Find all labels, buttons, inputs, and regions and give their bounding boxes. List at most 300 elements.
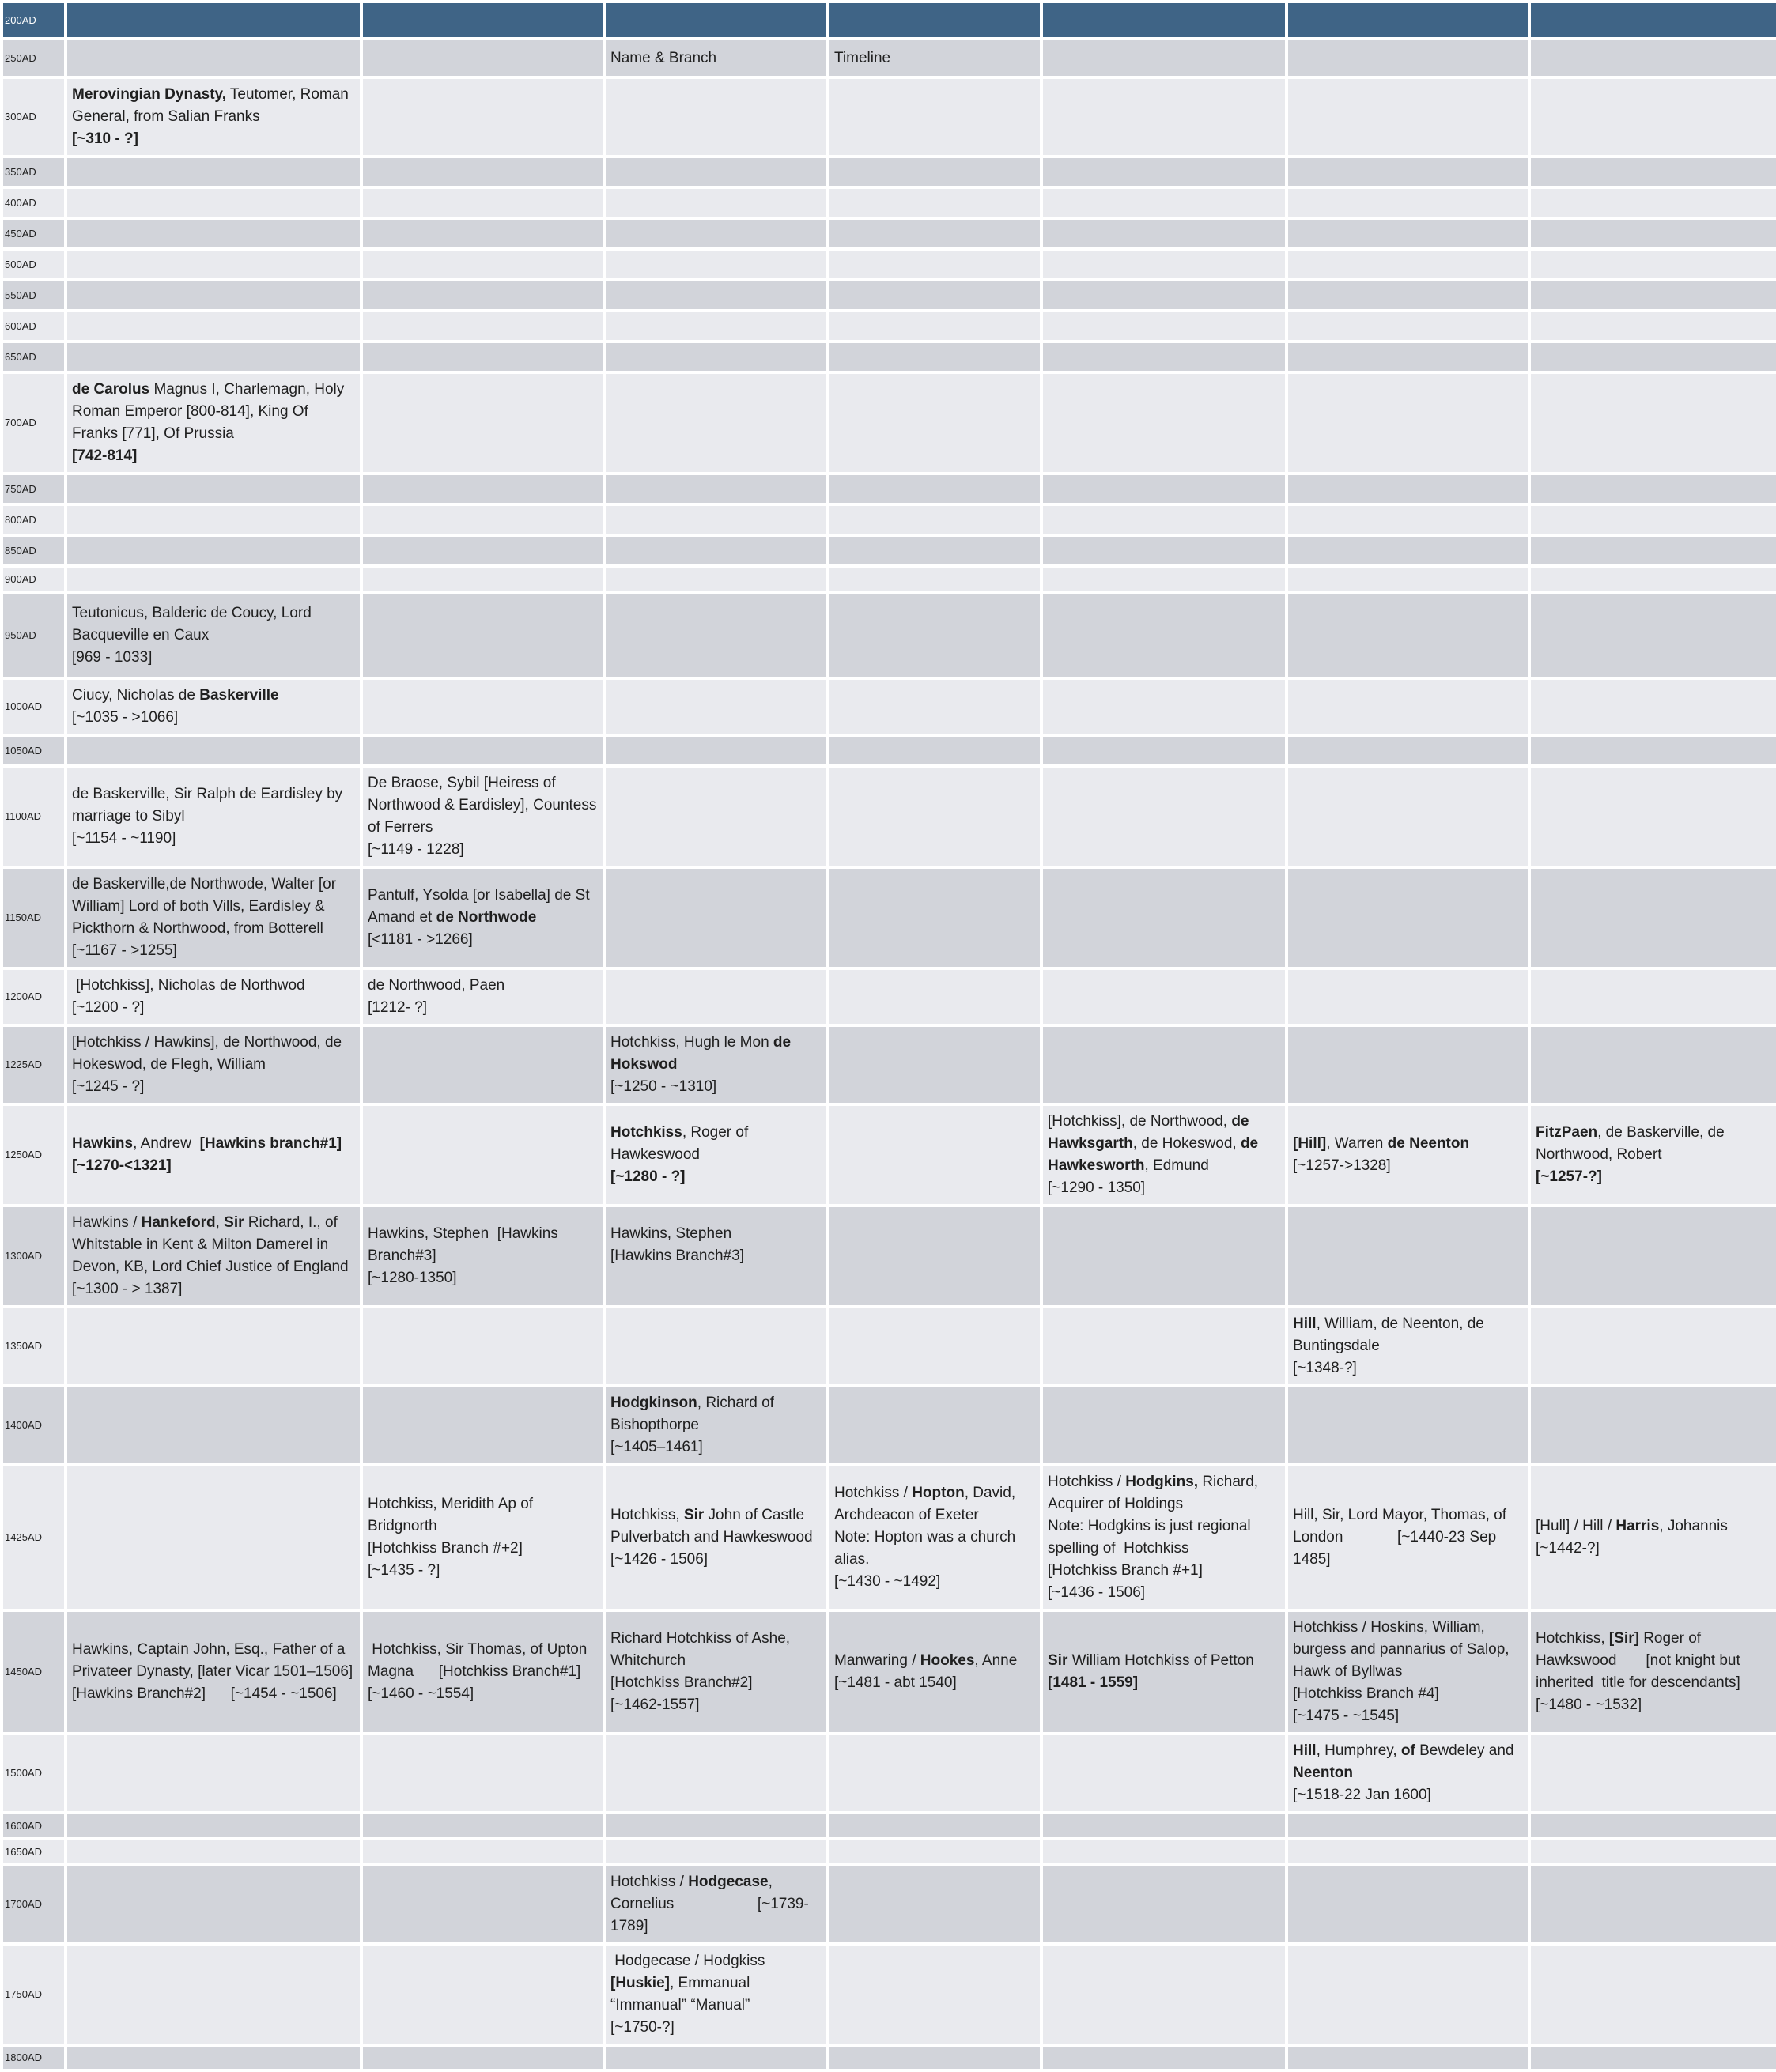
- entry-cell: [604, 1206, 828, 1307]
- entry-cell: [604, 1025, 828, 1104]
- timeline-row: [2, 280, 1776, 311]
- entry-cell: [828, 157, 1041, 187]
- entry-cell: [66, 218, 361, 249]
- entry-cell: [828, 218, 1041, 249]
- entry-cell: [604, 474, 828, 504]
- entry-cell: [1041, 311, 1287, 342]
- entry-cell: [1529, 1104, 1776, 1206]
- year-label: 1400AD: [2, 1386, 66, 1465]
- timeline-row: [2, 1610, 1776, 1734]
- entry-text: Bewdeley and: [1415, 1742, 1518, 1759]
- entry-cell: [361, 1813, 604, 1839]
- entry-cell: [828, 311, 1041, 342]
- entry-cell: [828, 1610, 1041, 1734]
- entry-cell: [1041, 39, 1287, 77]
- entry-cell: [1041, 187, 1287, 218]
- entry-text: Manwaring /: [834, 1652, 920, 1669]
- entry-cell: [1041, 77, 1287, 157]
- entry-text: Timeline: [834, 49, 891, 66]
- entry-cell: [1041, 766, 1287, 867]
- entry-cell: [1041, 535, 1287, 566]
- header-row: [2, 2, 1776, 39]
- entry-cell: [1287, 2, 1529, 39]
- timeline-row: [2, 1104, 1776, 1206]
- entry-cell: [66, 1610, 361, 1734]
- entry-cell: [1529, 566, 1776, 592]
- entry-text: Teutomer, Roman General, from Salian Franks: [72, 86, 349, 125]
- entry-text: Richard Hotchkiss of Ashe, Whitchurch [Hotchkiss Branch#2] [~1462-1557]: [610, 1630, 791, 1713]
- entry-cell: [1287, 1813, 1529, 1839]
- entry-text-bold: of: [1400, 1742, 1415, 1759]
- entry-cell: [1041, 566, 1287, 592]
- timeline-row: [2, 218, 1776, 249]
- entry-cell: [604, 1465, 828, 1610]
- entry-cell: [1529, 2, 1776, 39]
- entry-text: Hawkins, Stephen [Hawkins Branch#3] [~1280-1350]: [368, 1225, 558, 1286]
- entry-cell: [828, 1465, 1041, 1610]
- year-label: 700AD: [2, 372, 66, 474]
- entry-text-bold: de Hawksgarth: [1048, 1113, 1253, 1152]
- entry-cell: [361, 867, 604, 968]
- entry-cell: [66, 2045, 361, 2070]
- entry-text: , Humphrey,: [1316, 1742, 1401, 1759]
- entry-text: de Northwood, Paen [1212- ?]: [368, 977, 505, 1016]
- entry-cell: [361, 1104, 604, 1206]
- timeline-row: [2, 372, 1776, 474]
- entry-cell: [1529, 1025, 1776, 1104]
- timeline-row: [2, 1813, 1776, 1839]
- timeline-row: [2, 504, 1776, 535]
- year-label: 450AD: [2, 218, 66, 249]
- entry-cell: [361, 1944, 604, 2045]
- entry-text: Magnus I, Charlemagn, Holy Roman Emperor [800-814], King Of Franks [771], Of Prussia: [72, 381, 345, 442]
- entry-text: De Braose, Sybil [Heiress of Northwood & Eardisley], Countess of Ferrers [~1149 - 1228]: [368, 775, 597, 858]
- entry-text: [~1035 - >1066]: [72, 709, 179, 726]
- entry-text: , de Baskerville, de Northwood, Robert: [1536, 1124, 1725, 1163]
- entry-text: William Hotchkiss of Petton: [1071, 1652, 1254, 1669]
- entry-cell: [1529, 766, 1776, 867]
- year-label: 500AD: [2, 249, 66, 280]
- entry-text: Hodgecase / Hodgkiss: [610, 1953, 769, 1969]
- timeline-row: [2, 867, 1776, 968]
- entry-cell: [66, 1386, 361, 1465]
- entry-cell: [604, 1610, 828, 1734]
- entry-cell: [604, 1307, 828, 1386]
- entry-cell: [1529, 592, 1776, 678]
- entry-text: , Anne [~1481 - abt 1540]: [834, 1652, 1018, 1691]
- entry-cell: [1041, 1865, 1287, 1944]
- entry-cell: [361, 39, 604, 77]
- entry-cell: [1287, 249, 1529, 280]
- entry-cell: [66, 1465, 361, 1610]
- entry-text: Hotchkiss, Hugh le Mon: [610, 1034, 773, 1051]
- entry-cell: [604, 1734, 828, 1813]
- entry-text-bold: [Huskie]: [610, 1975, 670, 1991]
- year-label: 600AD: [2, 311, 66, 342]
- entry-cell: [1529, 735, 1776, 766]
- entry-cell: [604, 280, 828, 311]
- entry-cell: [828, 1386, 1041, 1465]
- timeline-row: [2, 678, 1776, 735]
- entry-cell: [1287, 77, 1529, 157]
- entry-cell: [828, 592, 1041, 678]
- timeline-row: [2, 1839, 1776, 1865]
- entry-cell: [604, 249, 828, 280]
- entry-cell: [604, 1839, 828, 1865]
- entry-cell: [66, 735, 361, 766]
- entry-cell: [1041, 1610, 1287, 1734]
- entry-cell: [604, 311, 828, 342]
- entry-text-bold: [~1280 - ?]: [610, 1168, 686, 1185]
- entry-cell: [1041, 1307, 1287, 1386]
- entry-text: Ciucy, Nicholas de: [72, 687, 200, 704]
- entry-text: [~1257->1328]: [1293, 1157, 1391, 1174]
- entry-cell: [1041, 474, 1287, 504]
- entry-cell: [1529, 342, 1776, 372]
- year-label: 1425AD: [2, 1465, 66, 1610]
- entry-cell: [1041, 1386, 1287, 1465]
- timeline-row: [2, 1865, 1776, 1944]
- timeline-row: [2, 1025, 1776, 1104]
- entry-cell: [1287, 766, 1529, 867]
- year-label: 1350AD: [2, 1307, 66, 1386]
- entry-text: [Hotchkiss], de Northwood,: [1048, 1113, 1232, 1130]
- entry-cell: [361, 1386, 604, 1465]
- entry-cell: [828, 1839, 1041, 1865]
- timeline-row: [2, 249, 1776, 280]
- year-label: 850AD: [2, 535, 66, 566]
- column-heading: [828, 39, 1041, 77]
- entry-cell: [604, 535, 828, 566]
- entry-cell: [828, 342, 1041, 372]
- timeline-row: [2, 1734, 1776, 1813]
- timeline-row: [2, 342, 1776, 372]
- year-label: 650AD: [2, 342, 66, 372]
- entry-text-bold: Hodgkinson: [610, 1395, 697, 1411]
- entry-text: Hawkins /: [72, 1214, 142, 1231]
- entry-text-bold: de Northwode: [436, 909, 537, 926]
- entry-text: Name & Branch: [610, 49, 717, 66]
- entry-cell: [604, 77, 828, 157]
- entry-text: Hotchkiss,: [1536, 1630, 1609, 1647]
- timeline-row: [2, 39, 1776, 77]
- timeline-row: [2, 1944, 1776, 2045]
- entry-text-bold: [~310 - ?]: [72, 130, 138, 147]
- entry-cell: [66, 311, 361, 342]
- entry-cell: [1287, 218, 1529, 249]
- entry-cell: [1041, 735, 1287, 766]
- entry-text: [Hotchkiss], Nicholas de Northwod [~1200 - ?]: [72, 977, 305, 1016]
- entry-cell: [1041, 1839, 1287, 1865]
- entry-cell: [828, 2, 1041, 39]
- entry-cell: [1287, 1465, 1529, 1610]
- entry-text: de Baskerville,de Northwode, Walter [or William] Lord of both Vills, Eardisley & Pickthorn & Northwood, from Botterell [~1167 - >1255]: [72, 876, 337, 959]
- entry-cell: [361, 678, 604, 735]
- entry-text: Hawkins, Stephen [Hawkins Branch#3]: [610, 1225, 744, 1264]
- year-label: 400AD: [2, 187, 66, 218]
- entry-cell: [1041, 1944, 1287, 2045]
- entry-cell: [1041, 372, 1287, 474]
- entry-cell: [1287, 1734, 1529, 1813]
- entry-cell: [66, 592, 361, 678]
- entry-cell: [828, 280, 1041, 311]
- year-label: 1150AD: [2, 867, 66, 968]
- entry-text: Hill, Sir, Lord Mayor, Thomas, of London [~1440-23 Sep 1485]: [1293, 1507, 1511, 1568]
- entry-cell: [828, 1307, 1041, 1386]
- entry-cell: [1041, 342, 1287, 372]
- entry-cell: [66, 77, 361, 157]
- entry-cell: [1287, 592, 1529, 678]
- entry-text: , Richard of Bishopthorpe [~1405–1461]: [610, 1395, 774, 1455]
- entry-cell: [1529, 1944, 1776, 2045]
- entry-text: [Hotchkiss / Hawkins], de Northwood, de Hokeswod, de Flegh, William [~1245 - ?]: [72, 1034, 342, 1095]
- entry-cell: [66, 1307, 361, 1386]
- entry-cell: [604, 2045, 828, 2070]
- entry-cell: [1529, 1465, 1776, 1610]
- entry-cell: [604, 342, 828, 372]
- entry-cell: [604, 1386, 828, 1465]
- entry-cell: [361, 566, 604, 592]
- year-label: 1100AD: [2, 766, 66, 867]
- entry-cell: [361, 1307, 604, 1386]
- entry-text: , Emmanual “Immanual” “Manual” [~1750-?]: [610, 1975, 750, 2036]
- entry-text: John of Castle Pulverbatch and Hawkeswood [~1426 - 1506]: [610, 1507, 813, 1568]
- timeline-row: [2, 968, 1776, 1025]
- entry-cell: [361, 1839, 604, 1865]
- entry-cell: [1287, 157, 1529, 187]
- entry-text-bold: de Hokswod: [610, 1034, 795, 1073]
- entry-cell: [1529, 311, 1776, 342]
- entry-cell: [1529, 372, 1776, 474]
- entry-text: Roger of Hawkswood [not knight but inherited title for descendants] [~1480 - ~1532]: [1536, 1630, 1740, 1713]
- entry-cell: [66, 1206, 361, 1307]
- entry-text: , de Hokeswod,: [1132, 1135, 1241, 1152]
- entry-cell: [1287, 968, 1529, 1025]
- year-label: 1500AD: [2, 1734, 66, 1813]
- entry-text-bold: Sir: [683, 1507, 705, 1523]
- year-label: 1450AD: [2, 1610, 66, 1734]
- timeline-row: [2, 1386, 1776, 1465]
- entry-text-bold: Sir: [224, 1214, 244, 1231]
- entry-cell: [66, 1025, 361, 1104]
- entry-cell: [828, 678, 1041, 735]
- entry-cell: [1287, 1104, 1529, 1206]
- entry-cell: [66, 2, 361, 39]
- entry-text: , Edmund [~1290 - 1350]: [1048, 1157, 1209, 1196]
- entry-text-bold: de Carolus: [72, 381, 150, 398]
- entry-text: Richard, I., of Whitstable in Kent & Milton Damerel in Devon, KB, Lord Chief Justice of England [~1300 - > 1387]: [72, 1214, 349, 1297]
- year-label: 1250AD: [2, 1104, 66, 1206]
- entry-cell: [1529, 1610, 1776, 1734]
- timeline-row: [2, 735, 1776, 766]
- entry-cell: [828, 766, 1041, 867]
- entry-cell: [66, 504, 361, 535]
- year-label: 1600AD: [2, 1813, 66, 1839]
- entry-text-bold: Hodgecase: [688, 1874, 769, 1890]
- entry-cell: [361, 2, 604, 39]
- entry-cell: [1041, 1465, 1287, 1610]
- entry-text: Richard, Acquirer of Holdings Note: Hodgkins is just regional spelling of Hotchkiss [Hotchkiss Branch #+1] [~1436 - 1506]: [1048, 1474, 1259, 1601]
- entry-cell: [1529, 157, 1776, 187]
- entry-cell: [66, 1813, 361, 1839]
- entry-cell: [1529, 249, 1776, 280]
- entry-cell: [1287, 1307, 1529, 1386]
- entry-cell: [828, 1734, 1041, 1813]
- entry-cell: [1041, 678, 1287, 735]
- year-label: 350AD: [2, 157, 66, 187]
- entry-text: Hotchkiss, Sir Thomas, of Upton Magna [Hotchkiss Branch#1] [~1460 - ~1554]: [368, 1641, 588, 1702]
- entry-cell: [604, 1813, 828, 1839]
- entry-cell: [66, 766, 361, 867]
- entry-cell: [604, 735, 828, 766]
- entry-cell: [361, 1734, 604, 1813]
- timeline-row: [2, 535, 1776, 566]
- year-label: 250AD: [2, 39, 66, 77]
- timeline-row: [2, 1307, 1776, 1386]
- column-heading: [604, 39, 828, 77]
- entry-cell: [1041, 2, 1287, 39]
- entry-cell: [604, 867, 828, 968]
- entry-text: , Andrew: [133, 1135, 200, 1152]
- entry-cell: [1529, 187, 1776, 218]
- entry-cell: [1041, 1734, 1287, 1813]
- entry-text: , David, Archdeacon of Exeter Note: Hopton was a church alias. [~1430 - ~1492]: [834, 1485, 1016, 1590]
- entry-cell: [1529, 280, 1776, 311]
- entry-cell: [1529, 535, 1776, 566]
- entry-text: Hawkins, Captain John, Esq., Father of a Privateer Dynasty, [later Vicar 1501–1506] [Hawkins Branch#2] [~1454 - ~1506]: [72, 1641, 353, 1702]
- entry-cell: [828, 1813, 1041, 1839]
- entry-cell: [66, 372, 361, 474]
- entry-text-bold: de Neenton: [1387, 1135, 1470, 1152]
- entry-text: Hotchkiss,: [610, 1507, 684, 1523]
- entry-text: Hotchkiss / Hoskins, William, burgess and pannarius of Salop, Hawk of Byllwas [Hotchkiss Branch #4] [~1475 - ~1545]: [1293, 1619, 1510, 1724]
- entry-text-bold: [742-814]: [72, 447, 138, 464]
- entry-cell: [66, 157, 361, 187]
- entry-cell: [604, 218, 828, 249]
- entry-cell: [361, 77, 604, 157]
- entry-text: , Cornelius [~1739-1789]: [610, 1874, 809, 1934]
- entry-cell: [604, 504, 828, 535]
- entry-cell: [1529, 39, 1776, 77]
- entry-cell: [1041, 1813, 1287, 1839]
- entry-cell: [1041, 968, 1287, 1025]
- entry-text-bold: Baskerville: [199, 687, 279, 704]
- entry-text: ,: [215, 1214, 225, 1231]
- entry-cell: [361, 372, 604, 474]
- entry-cell: [1041, 249, 1287, 280]
- entry-cell: [1041, 1104, 1287, 1206]
- entry-cell: [1287, 1610, 1529, 1734]
- entry-cell: [66, 968, 361, 1025]
- entry-cell: [66, 342, 361, 372]
- timeline-row: [2, 157, 1776, 187]
- year-label: 750AD: [2, 474, 66, 504]
- entry-text-bold: Harris: [1615, 1518, 1660, 1534]
- entry-cell: [361, 187, 604, 218]
- entry-cell: [1287, 1865, 1529, 1944]
- entry-cell: [1287, 735, 1529, 766]
- entry-cell: [1041, 592, 1287, 678]
- entry-cell: [828, 1025, 1041, 1104]
- entry-cell: [604, 592, 828, 678]
- entry-cell: [828, 535, 1041, 566]
- entry-text: Hotchkiss, Meridith Ap of Bridgnorth [Hotchkiss Branch #+2] [~1435 - ?]: [368, 1496, 534, 1579]
- entry-cell: [604, 1944, 828, 2045]
- entry-cell: [1287, 535, 1529, 566]
- entry-cell: [1287, 39, 1529, 77]
- entry-text-bold: Hodgkins,: [1125, 1474, 1199, 1490]
- entry-text-bold: Hopton: [912, 1485, 965, 1501]
- entry-cell: [828, 187, 1041, 218]
- entry-text: [<1181 - >1266]: [368, 931, 473, 948]
- entry-cell: [1287, 1206, 1529, 1307]
- entry-cell: [1287, 311, 1529, 342]
- entry-cell: [1529, 77, 1776, 157]
- entry-cell: [1529, 1734, 1776, 1813]
- entry-cell: [361, 1865, 604, 1944]
- entry-cell: [361, 1206, 604, 1307]
- entry-text-bold: Hookes: [920, 1652, 975, 1669]
- entry-text-bold: Hill: [1293, 1742, 1317, 1759]
- entry-cell: [1287, 1386, 1529, 1465]
- entry-cell: [361, 1465, 604, 1610]
- timeline-row: [2, 1465, 1776, 1610]
- entry-cell: [1287, 372, 1529, 474]
- year-label: 1225AD: [2, 1025, 66, 1104]
- entry-cell: [361, 474, 604, 504]
- entry-text: , Roger of Hawkeswood: [610, 1124, 749, 1163]
- entry-cell: [1529, 1813, 1776, 1839]
- entry-cell: [604, 766, 828, 867]
- entry-cell: [1041, 1025, 1287, 1104]
- entry-cell: [828, 504, 1041, 535]
- entry-cell: [66, 1734, 361, 1813]
- entry-cell: [1529, 968, 1776, 1025]
- entry-cell: [1529, 1839, 1776, 1865]
- entry-text-bold: Neenton: [1293, 1764, 1353, 1781]
- entry-cell: [66, 249, 361, 280]
- entry-cell: [1287, 1839, 1529, 1865]
- entry-text-bold: [1481 - 1559]: [1048, 1674, 1139, 1691]
- year-label: 200AD: [2, 2, 66, 39]
- timeline-row: [2, 187, 1776, 218]
- year-label: 550AD: [2, 280, 66, 311]
- entry-cell: [828, 77, 1041, 157]
- entry-cell: [361, 311, 604, 342]
- entry-cell: [1529, 1386, 1776, 1465]
- entry-cell: [828, 249, 1041, 280]
- entry-text: Hotchkiss /: [834, 1485, 913, 1501]
- entry-text: Hotchkiss /: [1048, 1474, 1126, 1490]
- entry-cell: [66, 535, 361, 566]
- timeline-row: [2, 474, 1776, 504]
- year-label: 800AD: [2, 504, 66, 535]
- entry-cell: [1041, 218, 1287, 249]
- entry-cell: [1287, 187, 1529, 218]
- entry-cell: [828, 1865, 1041, 1944]
- entry-cell: [1041, 157, 1287, 187]
- table-body: [2, 2, 1776, 2070]
- entry-text: [~1518-22 Jan 1600]: [1293, 1787, 1431, 1803]
- entry-text-bold: FitzPaen: [1536, 1124, 1598, 1141]
- entry-cell: [1529, 504, 1776, 535]
- entry-cell: [361, 1610, 604, 1734]
- entry-cell: [828, 566, 1041, 592]
- entry-cell: [604, 1104, 828, 1206]
- entry-cell: [1529, 218, 1776, 249]
- entry-text-bold: Hankeford: [141, 1214, 216, 1231]
- entry-text-bold: [Hill]: [1293, 1135, 1327, 1152]
